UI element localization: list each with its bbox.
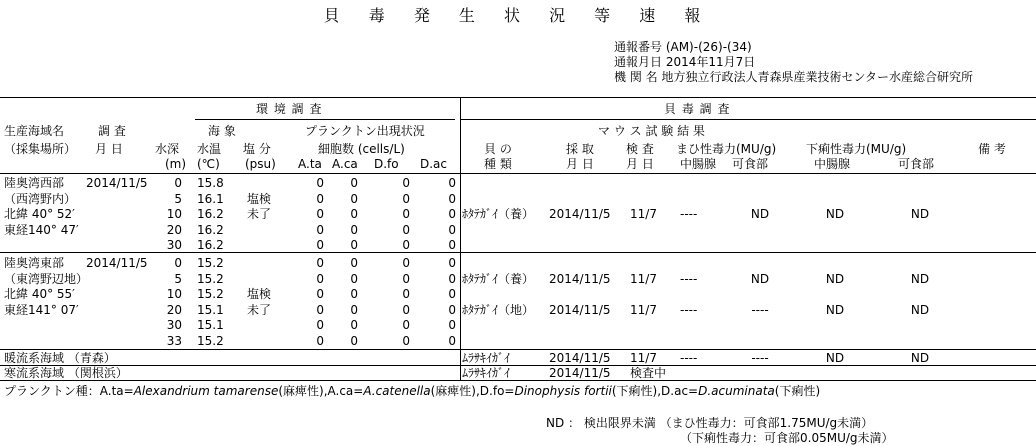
cell-depth: 30: [166, 318, 182, 332]
hdr-dsp-mid: 中腸腺: [814, 157, 851, 171]
cell-shellfish: ﾎﾀﾃｶﾞｲ（養）: [462, 271, 535, 286]
rule-extra2-bottom: [0, 380, 1036, 381]
cell-dac: 0: [448, 222, 456, 237]
cell-dsp-edible: ND: [910, 207, 930, 221]
cell-depth: 10: [166, 207, 182, 221]
area-label: 北緯 40° 52′: [4, 207, 75, 221]
area-label: （西湾野内）: [4, 191, 77, 206]
rule-top: [0, 97, 1036, 98]
area-label: 陸奥湾東部: [4, 256, 65, 270]
footnote-dac: D.acuminata: [698, 384, 775, 398]
hdr-sampling: 採 取: [566, 142, 594, 156]
cell-depth: 0: [174, 176, 182, 190]
cell-salinity: 塩検: [247, 191, 272, 206]
cell-dac: 0: [448, 287, 456, 301]
cell-psp-edible: ND: [750, 271, 770, 286]
hdr-dac: D.ac: [420, 157, 448, 171]
cell-depth: 5: [174, 271, 182, 286]
hdr-sal-unit: (psu): [245, 157, 276, 171]
cell-aca: 0: [350, 333, 358, 348]
hdr-temp-unit: (℃): [197, 157, 220, 171]
cell-aca: 0: [350, 287, 358, 301]
cell-temp: 15.8: [197, 176, 224, 190]
report-date: 通報月日 2014年11月7日: [614, 55, 756, 69]
hdr-sea: 海 象: [208, 124, 236, 138]
cell-depth: 20: [166, 222, 182, 237]
cell-sampling-date: 2014/11/5: [549, 207, 611, 221]
hdr-inspect: 検 査: [626, 142, 654, 156]
cell-dfo: 0: [402, 207, 410, 221]
area-label: 東経140° 47′: [4, 222, 79, 237]
hdr-depth-unit: (m): [165, 157, 187, 171]
survey-date: 2014/11/5: [86, 256, 148, 270]
hdr-aca: A.ca: [332, 157, 358, 171]
extra-cell-samp: 2014/11/5: [549, 351, 611, 365]
rule-sub: [195, 119, 455, 120]
hdr-depth: 水深: [155, 142, 180, 156]
cell-ata: 0: [316, 176, 324, 190]
cell-aca: 0: [350, 222, 358, 237]
extra-cell-dsp-mid: ND: [825, 351, 845, 365]
cell-dac: 0: [448, 333, 456, 348]
hdr-dfo: D.fo: [374, 157, 399, 171]
cell-dac: 0: [448, 238, 456, 252]
extra-area-label: 暖流系海域 （青森）: [4, 351, 116, 365]
hdr-psp-mid: 中腸腺: [680, 157, 717, 171]
footnote-text-1: プランクトン種：A.ta=: [4, 384, 134, 398]
cell-ata: 0: [316, 256, 324, 270]
cell-ata: 0: [316, 287, 324, 301]
cell-temp: 15.2: [197, 287, 224, 301]
cell-dfo: 0: [402, 271, 410, 286]
hdr-area: 生産海域名: [4, 124, 65, 138]
hdr-mouse: マ ウ ス 試 験 結 果: [598, 124, 705, 138]
hdr-psp: まひ性毒力(MU/g): [676, 142, 777, 156]
cell-temp: 16.2: [197, 222, 224, 237]
survey-date: 2014/11/5: [86, 176, 148, 190]
cell-dac: 0: [448, 318, 456, 332]
footnote-text-4: (下痢性),D.ac=: [611, 384, 699, 398]
rule-sub2: [460, 119, 1036, 120]
cell-aca: 0: [350, 238, 358, 252]
cell-dfo: 0: [402, 191, 410, 206]
extra-cell-shell: ﾑﾗｻｷｲｶﾞｲ: [462, 366, 511, 380]
cell-temp: 15.1: [197, 302, 224, 317]
cell-salinity: 塩検: [247, 287, 272, 301]
cell-depth: 30: [166, 238, 182, 252]
cell-psp-mid: ----: [680, 207, 698, 221]
extra-cell-psp-mid: ----: [680, 351, 698, 365]
hdr-plankton: プランクトン出現状況: [305, 124, 425, 138]
hdr-dsp: 下痢性毒力(MU/g): [806, 142, 907, 156]
hdr-psp-edible: 可食部: [732, 157, 769, 171]
hdr-shell: 貝 の: [484, 142, 512, 156]
cell-temp: 15.1: [197, 318, 224, 332]
extra-cell-dsp-ed: ND: [910, 351, 930, 365]
plankton-footnote: [4, 384, 820, 398]
area-label: 東経141° 07′: [4, 302, 79, 317]
cell-aca: 0: [350, 302, 358, 317]
hdr-cells: 細胞数 (cells/L): [318, 142, 405, 156]
cell-salinity: 未了: [247, 207, 272, 221]
nd-note-1: ND ： 検出限界未満 （まひ性毒力：可食部1.75MU/g未満）: [546, 416, 874, 430]
cell-ata: 0: [316, 238, 324, 252]
cell-dac: 0: [448, 302, 456, 317]
cell-dsp-edible: ND: [910, 271, 930, 286]
hdr-sampling2: 月 日: [566, 157, 594, 171]
extra-cell-samp: 2014/11/5: [549, 366, 611, 380]
report-number: 通報番号 (AM)-(26)-(34): [614, 40, 752, 54]
agency-name: 機 関 名 地方独立行政法人青森県産業技術センター水産総合研究所: [614, 70, 973, 84]
cell-ata: 0: [316, 271, 324, 286]
cell-aca: 0: [350, 207, 358, 221]
cell-dfo: 0: [402, 238, 410, 252]
cell-sampling-date: 2014/11/5: [549, 302, 611, 317]
hdr-salinity: 塩 分: [243, 142, 271, 156]
cell-inspect-date: 11/7: [630, 302, 657, 317]
rule-sec1-bottom: [0, 252, 1036, 253]
footnote-dfo: Dinophysis fortii: [514, 384, 612, 398]
cell-dfo: 0: [402, 318, 410, 332]
footnote-text-2: (麻痺性),A.ca=: [278, 384, 364, 398]
hdr-area2: （採集場所）: [4, 142, 77, 156]
cell-shellfish: ﾎﾀﾃｶﾞｲ（養）: [462, 207, 535, 221]
cell-dac: 0: [448, 176, 456, 190]
hdr-survey-date: 月 日: [95, 142, 123, 156]
cell-shellfish: ﾎﾀﾃｶﾞｲ（地）: [462, 302, 535, 317]
cell-temp: 15.2: [197, 256, 224, 270]
footnote-text-3: (麻痺性),D.fo=: [430, 384, 515, 398]
divider-env-toxin: [460, 98, 461, 380]
cell-ata: 0: [316, 333, 324, 348]
cell-depth: 33: [166, 333, 182, 348]
cell-dfo: 0: [402, 302, 410, 317]
cell-depth: 20: [166, 302, 182, 317]
cell-aca: 0: [350, 191, 358, 206]
cell-inspect-date: 11/7: [630, 271, 657, 286]
area-label: 北緯 40° 55′: [4, 287, 75, 301]
cell-dac: 0: [448, 256, 456, 270]
area-label: （東湾野辺地）: [4, 271, 89, 286]
cell-ata: 0: [316, 318, 324, 332]
rule-header-bottom: [0, 173, 1036, 174]
cell-temp: 16.2: [197, 238, 224, 252]
cell-dfo: 0: [402, 333, 410, 348]
extra-cell-insp: 検査中: [630, 366, 667, 380]
cell-dac: 0: [448, 207, 456, 221]
cell-psp-edible: ND: [750, 207, 770, 221]
cell-ata: 0: [316, 302, 324, 317]
cell-dfo: 0: [402, 176, 410, 190]
cell-inspect-date: 11/7: [630, 207, 657, 221]
cell-psp-mid: ----: [680, 302, 698, 317]
cell-aca: 0: [350, 318, 358, 332]
cell-dfo: 0: [402, 222, 410, 237]
cell-dac: 0: [448, 271, 456, 286]
extra-cell-psp-ed: ----: [751, 351, 769, 365]
nd-note-2: （下痢性毒力：可食部0.05MU/g未満）: [680, 431, 894, 445]
cell-depth: 10: [166, 287, 182, 301]
extra-cell-insp: 11/7: [630, 351, 657, 365]
hdr-ata: A.ta: [298, 157, 322, 171]
cell-temp: 16.1: [197, 191, 224, 206]
report-title: 貝 毒 発 生 状 況 等 速 報: [323, 6, 713, 25]
cell-dfo: 0: [402, 287, 410, 301]
cell-psp-mid: ----: [680, 271, 698, 286]
rule-sec2-bottom: [0, 349, 1036, 350]
cell-aca: 0: [350, 176, 358, 190]
cell-ata: 0: [316, 191, 324, 206]
footnote-aca: A.catenella: [363, 384, 431, 398]
cell-temp: 16.2: [197, 207, 224, 221]
cell-ata: 0: [316, 222, 324, 237]
toxin-survey-header: 貝 毒 調 査: [664, 102, 731, 116]
cell-aca: 0: [350, 256, 358, 270]
hdr-survey: 調 査: [98, 124, 126, 138]
cell-dsp-mid: ND: [825, 302, 845, 317]
footnote-text-5: (下痢性): [774, 384, 821, 398]
hdr-inspect2: 月 日: [626, 157, 654, 171]
area-label: 陸奥湾西部: [4, 176, 65, 190]
cell-ata: 0: [316, 207, 324, 221]
cell-salinity: 未了: [247, 302, 272, 317]
cell-depth: 0: [174, 256, 182, 270]
hdr-remarks: 備 考: [978, 142, 1006, 156]
cell-sampling-date: 2014/11/5: [549, 271, 611, 286]
footnote-ata: Alexandrium tamarense: [133, 384, 279, 398]
cell-dsp-mid: ND: [825, 207, 845, 221]
cell-temp: 15.2: [197, 271, 224, 286]
hdr-temp: 水温: [197, 142, 222, 156]
cell-dfo: 0: [402, 256, 410, 270]
cell-aca: 0: [350, 271, 358, 286]
cell-dsp-edible: ND: [910, 302, 930, 317]
extra-area-label: 寒流系海域 （関根浜）: [4, 366, 128, 380]
env-survey-header: 環 境 調 査: [256, 102, 323, 116]
cell-depth: 5: [174, 191, 182, 206]
cell-dac: 0: [448, 191, 456, 206]
cell-temp: 15.2: [197, 333, 224, 348]
cell-dsp-mid: ND: [825, 271, 845, 286]
hdr-dsp-edible: 可食部: [898, 157, 935, 171]
extra-cell-shell: ﾑﾗｻｷｲｶﾞｲ: [462, 351, 511, 365]
cell-psp-edible: ----: [751, 302, 769, 317]
hdr-shell2: 種 類: [484, 157, 512, 171]
